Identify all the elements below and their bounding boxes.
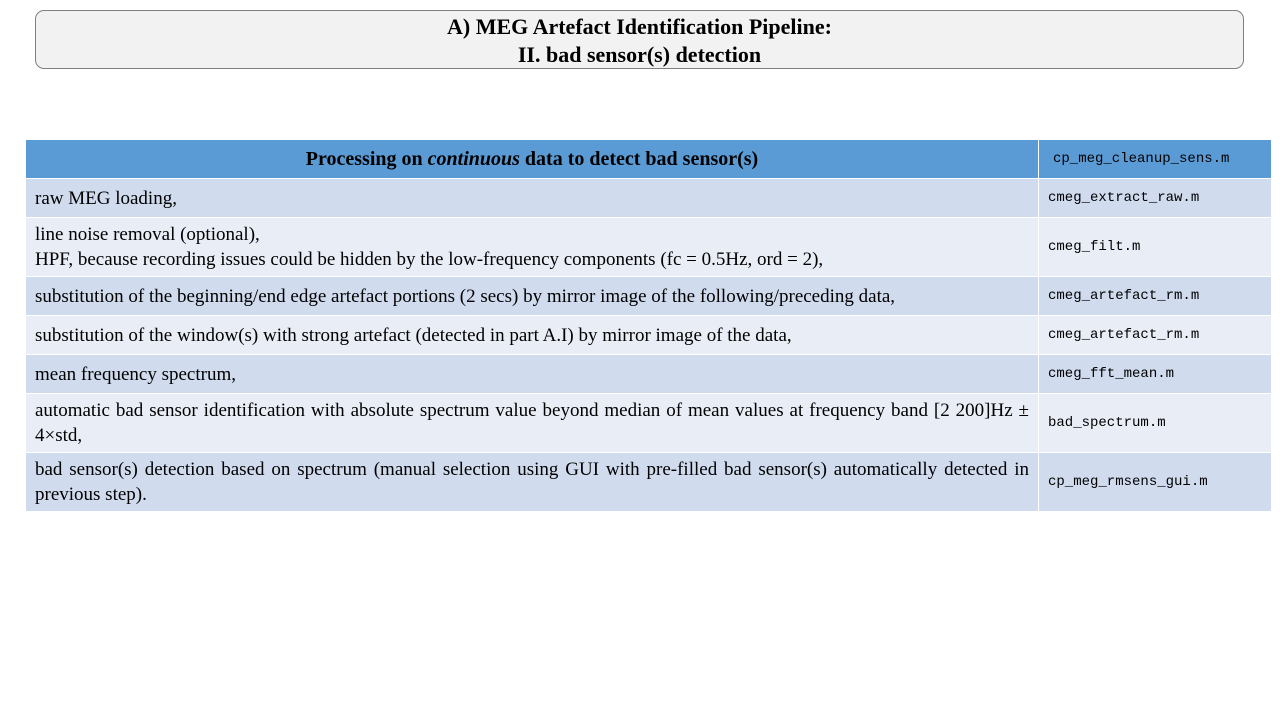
title-line-1: A) MEG Artefact Identification Pipeline: [447, 14, 832, 39]
step-description [26, 179, 1039, 218]
table-header-row [26, 140, 1272, 179]
step-text: substitution of the beginning/end edge artefact portions (2 secs) by mirror image of the following/preceding data, [35, 285, 896, 307]
step-description [26, 355, 1039, 394]
step-text: HPF, because recording issues could be hidden by the low-frequency components (fc = 0.5Hz, ord = 2), [35, 249, 824, 270]
step-script: cmeg_filt.m [1039, 218, 1272, 277]
step-description [26, 394, 1039, 453]
step-description [26, 218, 1039, 277]
step-script: cmeg_extract_raw.m [1039, 179, 1272, 218]
title-line-2: II. bad sensor(s) detection [517, 42, 762, 67]
step-script: bad_spectrum.m [1039, 394, 1272, 453]
step-script: cmeg_fft_mean.m [1039, 355, 1272, 394]
header-description-cell [26, 140, 1039, 179]
header-text-after: data to detect bad sensor(s) [519, 147, 759, 170]
table-row [26, 355, 1272, 394]
step-text: raw MEG loading, [35, 187, 177, 209]
step-text: line noise removal (optional), [35, 224, 260, 245]
table-row [26, 453, 1272, 512]
step-text: mean frequency spectrum, [35, 363, 236, 385]
step-script: cmeg_artefact_rm.m [1039, 316, 1272, 355]
step-text: substitution of the window(s) with strong artefact (detected in part A.I) by mirror image of the data, [35, 324, 792, 346]
header-text-italic: continuous [427, 147, 520, 170]
step-script: cp_meg_rmsens_gui.m [1039, 453, 1272, 512]
header-description [306, 148, 758, 170]
header-text-before: Processing on [305, 147, 428, 170]
table-row [26, 316, 1272, 355]
header-script: cp_meg_cleanup_sens.m [1039, 140, 1272, 179]
step-description [26, 453, 1039, 512]
table-row [26, 179, 1272, 218]
title-box [35, 10, 1244, 69]
table-row [26, 394, 1272, 453]
step-script: cmeg_artefact_rm.m [1039, 277, 1272, 316]
pipeline-table [25, 139, 1272, 512]
step-text: automatic bad sensor identification with absolute spectrum value beyond median of mean values at frequency band [2 200]Hz ± 4×std, [35, 400, 1029, 446]
table-row [26, 218, 1272, 277]
step-text: bad sensor(s) detection based on spectrum (manual selection using GUI with pre-filled bad sensor(s) automatically detected in previous step). [35, 459, 1029, 505]
table-row [26, 277, 1272, 316]
step-description [26, 277, 1039, 316]
step-description [26, 316, 1039, 355]
